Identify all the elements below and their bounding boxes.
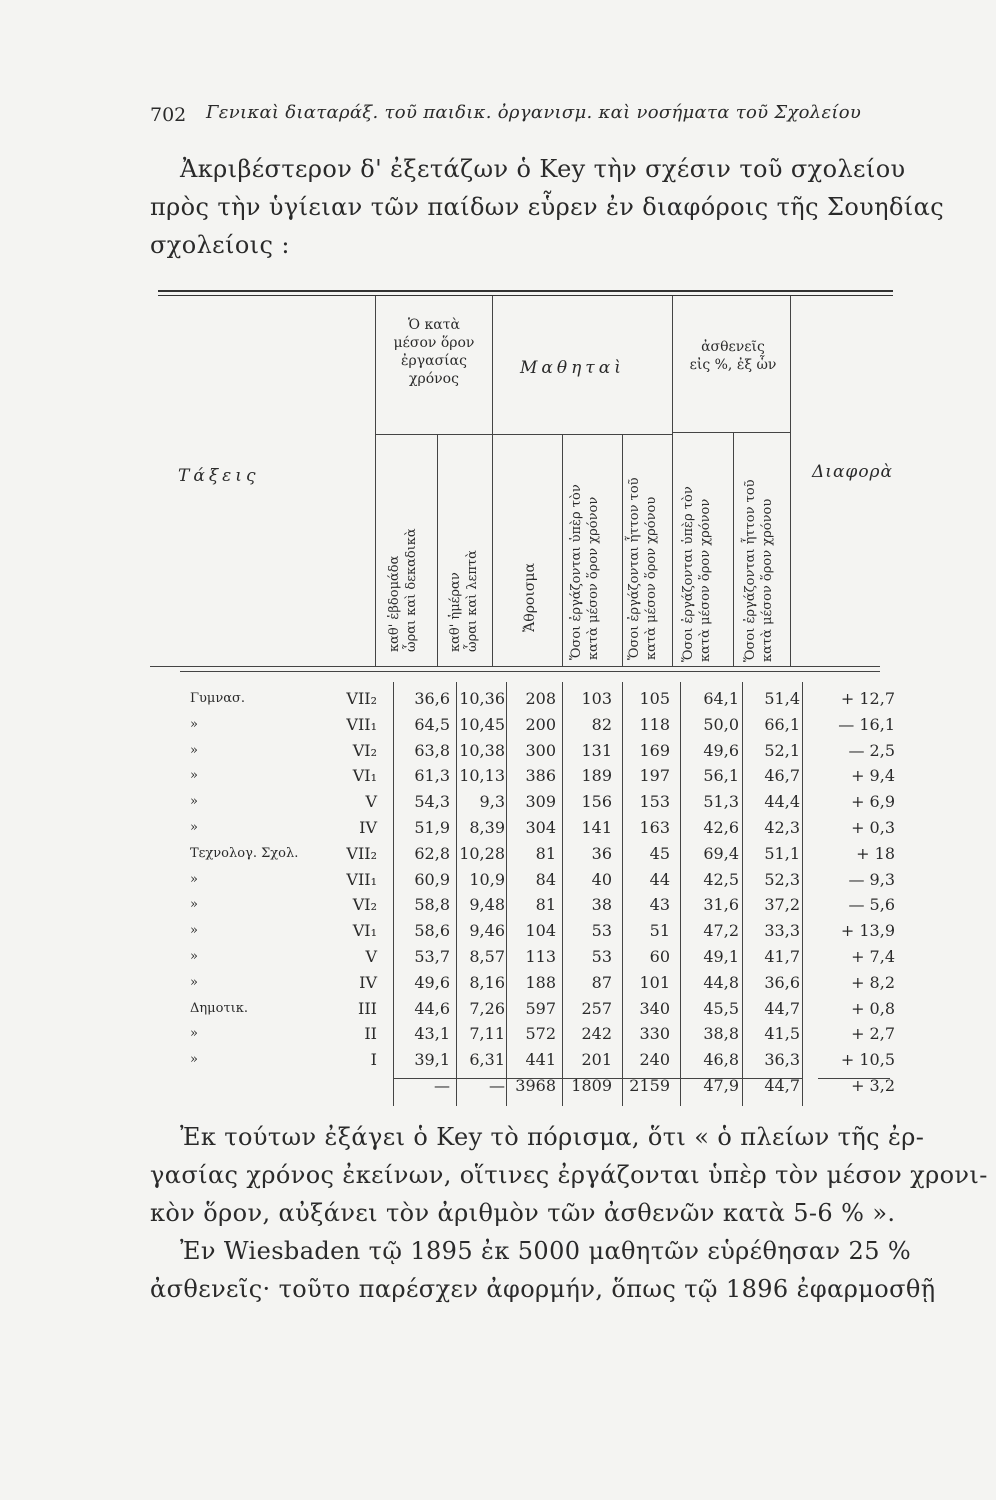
cell-diff: + 2,7 — [851, 1024, 895, 1044]
cell-pct-under: 52,1 — [764, 740, 800, 760]
cell-school — [190, 1073, 330, 1099]
cell-school: » — [190, 768, 198, 784]
cell-daily: 10,28 — [459, 843, 505, 863]
intro-paragraph — [150, 150, 945, 264]
daily-line: ὧραι καὶ λεπτὰ — [465, 550, 480, 652]
top-rule-thin — [158, 295, 893, 296]
sick-under-line: κατὰ μέσον ὅρον χρόνου — [760, 498, 775, 662]
cell-over: 53 — [591, 921, 612, 941]
cell-diff: + 0,8 — [851, 998, 895, 1018]
cell-total: 84 — [535, 869, 556, 889]
col-divider — [437, 434, 438, 666]
header-bottom-rule-2 — [180, 671, 880, 672]
cell-daily: — — [489, 1076, 505, 1095]
cell-pct-over: 56,1 — [703, 766, 739, 786]
cell-total: 200 — [525, 714, 556, 734]
cell-under: 43 — [649, 895, 670, 915]
cell-hours: 51,9 — [414, 818, 450, 837]
sick-under-header — [742, 436, 780, 662]
cell-cls: IV — [359, 972, 377, 992]
cell-school: » — [190, 1026, 198, 1042]
classes-header: Τάξεις — [178, 466, 260, 486]
cell-total: 3968 — [515, 1076, 556, 1095]
col-divider — [733, 432, 734, 666]
cell-diff: — 9,3 — [848, 869, 895, 889]
cell-diff: + 18 — [856, 843, 895, 863]
cell-over: 53 — [591, 947, 612, 966]
cell-pct-over: 47,2 — [703, 921, 739, 941]
cell-pct-under: 33,3 — [764, 921, 800, 941]
page-number: 702 — [150, 104, 187, 126]
cell-school: » — [190, 923, 198, 939]
cell-total: 441 — [525, 1050, 556, 1070]
cell-daily: 7,11 — [469, 1024, 505, 1044]
cell-over: 242 — [581, 1024, 612, 1044]
table-row — [150, 918, 895, 944]
closing-line: κὸν ὅρον, αὐξάνει τὸν ἀριθμὸν τῶν ἀσθενῶν κατὰ 5-6 % ». — [150, 1199, 896, 1227]
cell-diff: + 10,5 — [840, 1050, 895, 1070]
cell-total: 81 — [535, 895, 556, 915]
cell-under: 118 — [639, 714, 670, 734]
cell-cls: III — [358, 998, 377, 1018]
cell-pct-over: 42,6 — [703, 818, 739, 837]
cell-cls — [325, 1073, 377, 1099]
cell-diff: — 16,1 — [838, 714, 895, 734]
cell-daily: 6,31 — [469, 1050, 505, 1070]
table-row — [150, 841, 895, 867]
sick-under-line: Ὅσοι ἐργάζονται ἧττον τοῦ — [743, 479, 758, 662]
cell-cls: II — [364, 1024, 377, 1044]
col-divider — [562, 434, 563, 666]
avg-work-line: ἐργασίας — [401, 353, 467, 369]
closing-paragraph — [150, 1118, 988, 1308]
table-row — [150, 763, 895, 789]
table-row — [150, 789, 895, 815]
cell-under: 2159 — [629, 1076, 670, 1095]
work-hours-table — [150, 282, 895, 1112]
cell-total: 113 — [525, 947, 556, 966]
cell-pct-under: 44,4 — [764, 792, 800, 812]
table-row — [150, 1021, 895, 1047]
col-divider — [492, 296, 493, 666]
cell-pct-under: 66,1 — [764, 714, 800, 734]
cell-pct-over: 47,9 — [703, 1076, 739, 1095]
weekly-line: καθ' ἑβδομάδα — [387, 555, 402, 652]
table-row — [150, 712, 895, 738]
cell-under: 169 — [639, 740, 670, 760]
cell-hours: 44,6 — [414, 998, 450, 1018]
header-subrule — [375, 434, 492, 435]
cell-hours: 43,1 — [414, 1024, 450, 1044]
cell-daily: 10,13 — [459, 766, 505, 786]
cell-school: » — [190, 1052, 198, 1068]
daily-line: καθ' ἡμέραν — [448, 572, 463, 652]
cell-total: 81 — [535, 843, 556, 863]
cell-daily: 8,39 — [469, 818, 505, 837]
cell-under: 197 — [639, 766, 670, 786]
cell-over: 1809 — [571, 1076, 612, 1095]
running-head: Γενικαὶ διαταράξ. τοῦ παιδικ. ὀργανισμ. καὶ νοσήματα τοῦ Σχολείου — [206, 102, 862, 123]
cell-pct-over: 51,3 — [703, 792, 739, 812]
cell-hours: 49,6 — [414, 972, 450, 992]
cell-hours: 36,6 — [414, 689, 450, 708]
cell-daily: 8,57 — [469, 947, 505, 966]
cell-cls: I — [370, 1050, 377, 1070]
cell-school: » — [190, 897, 198, 913]
cell-hours: 58,6 — [414, 921, 450, 941]
cell-total: 386 — [525, 766, 556, 786]
under-line: κατὰ μέσον ὅρον χρόνου — [644, 496, 659, 660]
cell-hours: 53,7 — [414, 947, 450, 966]
sick-over-line: Ὅσοι ἐργάζονται ὑπὲρ τὸν — [681, 486, 696, 662]
cell-cls: VI₁ — [352, 921, 377, 941]
cell-school: » — [190, 871, 198, 887]
cell-pct-under: 41,5 — [764, 1024, 800, 1044]
cell-diff: — 5,6 — [848, 895, 895, 915]
cell-total: 597 — [525, 998, 556, 1018]
col-divider — [375, 296, 376, 666]
cell-hours: 61,3 — [414, 766, 450, 786]
cell-cls: VII₁ — [346, 869, 377, 889]
cell-over: 38 — [591, 895, 612, 915]
under-header — [626, 438, 664, 660]
cell-under: 163 — [639, 818, 670, 837]
cell-pct-under: 51,1 — [764, 843, 800, 863]
cell-daily: 9,3 — [479, 792, 505, 812]
sick-over-line: κατὰ μέσον ὅρον χρόνον — [698, 498, 713, 662]
cell-under: 51 — [649, 921, 670, 941]
cell-diff: + 7,4 — [851, 947, 895, 966]
cell-pct-under: 42,3 — [764, 818, 800, 837]
cell-pct-over: 50,0 — [703, 714, 739, 734]
cell-pct-under: 51,4 — [764, 689, 800, 708]
table-row — [150, 892, 895, 918]
cell-total: 208 — [525, 689, 556, 708]
cell-over: 36 — [591, 843, 612, 863]
cell-pct-under: 46,7 — [764, 766, 800, 786]
cell-pct-over: 69,4 — [703, 843, 739, 863]
cell-total: 309 — [525, 792, 556, 812]
sick-header — [674, 338, 792, 374]
cell-school: » — [190, 820, 198, 835]
cell-pct-under: 44,7 — [764, 1076, 800, 1095]
cell-diff: + 13,9 — [840, 921, 895, 941]
cell-pct-over: 38,8 — [703, 1024, 739, 1044]
avg-work-line: μέσον ὅρον — [393, 335, 475, 351]
cell-hours: — — [434, 1076, 450, 1095]
cell-cls: VI₁ — [352, 766, 377, 786]
cell-over: 156 — [581, 792, 612, 812]
cell-daily: 8,16 — [469, 972, 505, 992]
table-row — [150, 1047, 895, 1073]
cell-under: 45 — [649, 843, 670, 863]
intro-line: πρὸς τὴν ὑγίειαν τῶν παίδων εὗρεν ἐν διαφόροις τῆς Σουηδίας — [150, 193, 945, 221]
cell-pct-over: 31,6 — [703, 895, 739, 915]
cell-hours: 54,3 — [414, 792, 450, 812]
cell-pct-over: 42,5 — [703, 869, 739, 889]
cell-diff: — 2,5 — [848, 740, 895, 760]
cell-cls: VI₂ — [352, 895, 377, 915]
pupils-header: Μαθηταὶ — [520, 358, 625, 378]
cell-pct-under: 36,3 — [764, 1050, 800, 1070]
total-label: Ἄθροισμα — [522, 563, 538, 632]
cell-diff: + 12,7 — [840, 689, 895, 708]
cell-over: 141 — [581, 818, 612, 837]
intro-line: Ἀκριβέστερον δ' ἐξετάζων ὁ Key τὴν σχέσιν τοῦ σχολείου — [180, 155, 906, 183]
cell-school: » — [190, 794, 198, 810]
table-row — [150, 996, 895, 1022]
sick-line: ἀσθενεῖς — [701, 339, 765, 355]
cell-cls: VII₂ — [346, 843, 377, 863]
cell-pct-under: 44,7 — [764, 998, 800, 1018]
cell-pct-under: 52,3 — [764, 869, 800, 889]
cell-diff: + 8,2 — [851, 972, 895, 992]
over-header — [568, 438, 606, 660]
cell-pct-over: 64,1 — [703, 689, 739, 708]
header-subrule — [672, 432, 790, 433]
weekly-hours-header — [386, 452, 424, 652]
cell-under: 105 — [639, 689, 670, 708]
cell-diff: + 0,3 — [851, 818, 895, 837]
cell-total: 104 — [525, 921, 556, 941]
cell-hours: 60,9 — [414, 869, 450, 889]
under-line: Ὅσοι ἐργάζονται ἧττον τοῦ — [627, 477, 642, 660]
closing-line: ἀσθενεῖς· τοῦτο παρέσχεν ἀφορμήν, ὅπως τῷ 1896 ἐφαρμοσθῇ — [150, 1275, 936, 1303]
sick-line: εἰς %, ἐξ ὧν — [689, 357, 777, 373]
cell-daily: 10,36 — [459, 689, 505, 708]
table-row — [150, 738, 895, 764]
cell-total: 300 — [525, 740, 556, 760]
weekly-line: ὧραι καὶ δεκαδικὰ — [404, 528, 419, 652]
cell-under: 153 — [639, 792, 670, 812]
cell-over: 40 — [591, 869, 612, 889]
cell-under: 340 — [639, 998, 670, 1018]
cell-school: » — [190, 716, 198, 732]
cell-school: Δημοτικ. — [190, 1000, 248, 1016]
avg-work-line: χρόνος — [409, 371, 459, 387]
avg-work-line: Ὁ κατὰ — [408, 317, 460, 333]
cell-cls: VII₁ — [346, 714, 377, 734]
cell-over: 82 — [591, 714, 612, 734]
header-bottom-rule — [150, 666, 880, 667]
cell-hours: 64,5 — [414, 714, 450, 734]
cell-daily: 10,38 — [459, 740, 505, 760]
cell-pct-over: 49,1 — [703, 947, 739, 966]
cell-daily: 9,46 — [469, 921, 505, 941]
closing-line: γασίας χρόνος ἐκείνων, οἵτινες ἐργάζονται ὑπὲρ τὸν μέσον χρονι- — [150, 1161, 988, 1189]
top-rule — [158, 290, 893, 292]
cell-daily: 10,9 — [469, 869, 505, 889]
cell-cls: IV — [359, 818, 377, 837]
cell-hours: 63,8 — [414, 740, 450, 760]
cell-under: 330 — [639, 1024, 670, 1044]
cell-school: » — [190, 949, 198, 964]
cell-school: » — [190, 742, 198, 758]
cell-cls: VI₂ — [352, 740, 377, 760]
cell-over: 131 — [581, 740, 612, 760]
cell-cls: V — [365, 947, 377, 966]
cell-over: 87 — [591, 972, 612, 992]
cell-diff: + 9,4 — [851, 766, 895, 786]
header-subrule — [492, 434, 672, 435]
cell-cls: V — [365, 792, 377, 812]
table-row — [150, 970, 895, 996]
cell-over: 103 — [581, 689, 612, 708]
cell-diff: + 3,2 — [851, 1076, 895, 1095]
cell-pct-over: 45,5 — [703, 998, 739, 1018]
table-row — [150, 867, 895, 893]
cell-pct-under: 36,6 — [764, 972, 800, 992]
cell-under: 240 — [639, 1050, 670, 1070]
over-line: Ὅσοι ἐργάζονται ὑπὲρ τὸν — [569, 484, 584, 660]
cell-pct-over: 49,6 — [703, 740, 739, 760]
closing-line: Ἐν Wiesbaden τῷ 1895 ἐκ 5000 μαθητῶν εὑρέθησαν 25 % — [180, 1237, 912, 1265]
cell-cls: VII₂ — [346, 689, 377, 708]
cell-under: 60 — [649, 947, 670, 966]
avg-work-header — [378, 316, 490, 388]
daily-hours-header — [447, 452, 485, 652]
total-header — [522, 482, 560, 632]
cell-pct-over: 44,8 — [703, 972, 739, 992]
page-header — [150, 98, 890, 138]
closing-line: Ἐκ τούτων ἐξάγει ὁ Key τὸ πόρισμα, ὅτι « ὁ πλείων τῆς ἐρ- — [180, 1123, 925, 1151]
cell-pct-under: 37,2 — [764, 895, 800, 915]
cell-over: 201 — [581, 1050, 612, 1070]
sick-over-header — [680, 436, 718, 662]
cell-total: 304 — [525, 818, 556, 837]
cell-daily: 9,48 — [469, 895, 505, 915]
cell-diff: + 6,9 — [851, 792, 895, 812]
table-row — [150, 815, 895, 841]
table-row — [150, 686, 895, 712]
col-divider — [672, 296, 673, 666]
table-row — [150, 944, 895, 970]
col-divider — [622, 434, 623, 666]
cell-school: Γυμνασ. — [190, 691, 246, 706]
cell-total: 188 — [525, 972, 556, 992]
cell-over: 189 — [581, 766, 612, 786]
over-line: κατὰ μέσον ὅρον χρόνον — [586, 496, 601, 660]
cell-daily: 10,45 — [459, 714, 505, 734]
cell-pct-under: 41,7 — [764, 947, 800, 966]
cell-school: » — [190, 974, 198, 990]
table-row — [150, 1073, 895, 1099]
cell-under: 101 — [639, 972, 670, 992]
cell-pct-over: 46,8 — [703, 1050, 739, 1070]
cell-hours: 58,8 — [414, 895, 450, 915]
difference-header: Διαφορὰ — [812, 462, 894, 482]
cell-hours: 39,1 — [414, 1050, 450, 1070]
cell-daily: 7,26 — [469, 998, 505, 1018]
cell-over: 257 — [581, 998, 612, 1018]
intro-line: σχολείοις : — [150, 231, 290, 259]
cell-under: 44 — [649, 869, 670, 889]
cell-total: 572 — [525, 1024, 556, 1044]
cell-school: Τεχνολογ. Σχολ. — [190, 845, 299, 861]
cell-hours: 62,8 — [414, 843, 450, 863]
